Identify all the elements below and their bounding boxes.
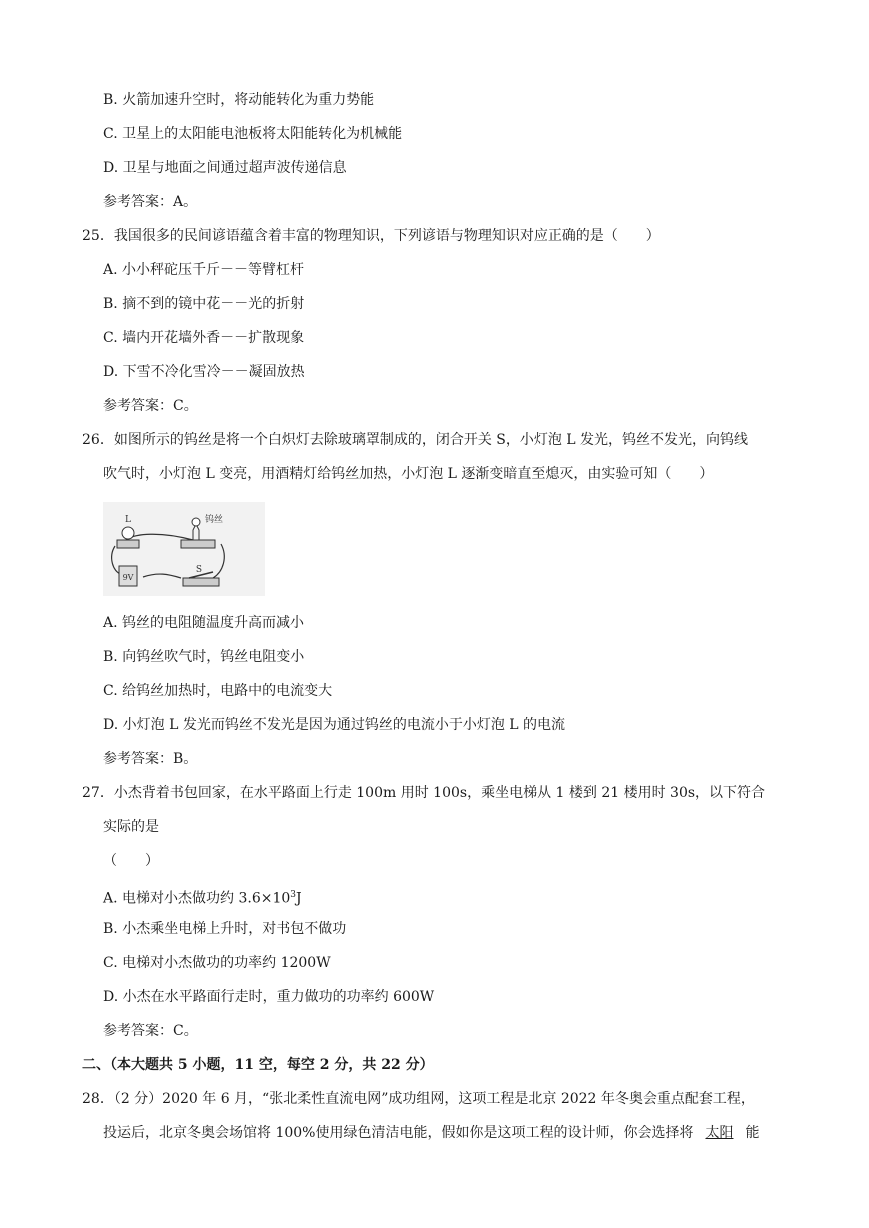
q26-answer: 参考答案：B。 xyxy=(103,751,198,767)
q24-answer: 参考答案：A。 xyxy=(103,194,198,210)
circuit-figure xyxy=(103,502,265,596)
q25-option-d: D. 下雪不冷化雪冷－－凝固放热 xyxy=(103,364,305,380)
q27-option-a-unit: J xyxy=(296,890,302,907)
q24-option-b: B. 火箭加速升空时，将动能转化为重力势能 xyxy=(103,92,375,108)
wire-base xyxy=(181,540,215,548)
lamp-base xyxy=(117,540,139,548)
q27-option-a xyxy=(103,885,302,909)
q27-option-b: B. 小杰乘坐电梯上升时，对书包不做功 xyxy=(103,921,347,937)
q24-option-c: C. 卫星上的太阳能电池板将太阳能转化为机械能 xyxy=(103,126,403,142)
wire-label: 钨丝 xyxy=(205,515,224,525)
q27-option-d: D. 小杰在水平路面行走时，重力做功的功率约 600W xyxy=(103,989,435,1005)
q25-option-b: B. 摘不到的镜中花－－光的折射 xyxy=(103,296,305,312)
q26-option-b: B. 向钨丝吹气时，钨丝电阻变小 xyxy=(103,649,305,665)
q27-stem-line1: 27．小杰背着书包回家，在水平路面上行走 100m 用时 100s，乘坐电梯从 1 楼到 21 楼用时 30s，以下符合 xyxy=(82,785,766,801)
lamp-bulb-icon xyxy=(122,527,134,539)
q25-option-c: C. 墙内开花墙外香－－扩散现象 xyxy=(103,330,305,346)
q26-stem-line2: 吹气时，小灯泡 L 变亮，用酒精灯给钨丝加热，小灯泡 L 逐渐变暗直至熄灭，由实验可知（ ） xyxy=(103,466,714,482)
q28-line1: 28．（2 分）2020 年 6 月，“张北柔性直流电网”成功组网，这项工程是北京 2022 年冬奥会重点配套工程， xyxy=(82,1091,755,1107)
q26-option-d: D. 小灯泡 L 发光而钨丝不发光是因为通过钨丝的电流小于小灯泡 L 的电流 xyxy=(103,717,566,733)
q28-line2-post: 能 xyxy=(745,1125,760,1141)
q27-option-a-text: A. 电梯对小杰做功约 3.6×10 xyxy=(103,890,291,907)
q28-answer-blank: 太阳 xyxy=(705,1125,734,1141)
q27-stem-line2: 实际的是 xyxy=(103,819,159,835)
battery-label: 9V xyxy=(122,573,134,582)
switch-base xyxy=(183,578,219,586)
q26-option-a: A. 钨丝的电阻随温度升高而减小 xyxy=(103,615,305,631)
q24-option-d: D. 卫星与地面之间通过超声波传递信息 xyxy=(103,160,347,176)
q28-line2 xyxy=(103,1123,759,1143)
q27-option-c: C. 电梯对小杰做功的功率约 1200W xyxy=(103,955,331,971)
q27-answer: 参考答案：C。 xyxy=(103,1023,198,1039)
q25-stem: 25．我国很多的民间谚语蕴含着丰富的物理知识，下列谚语与物理知识对应正确的是（ ） xyxy=(82,228,660,244)
switch-label: S xyxy=(195,565,203,575)
q26-option-c: C. 给钨丝加热时，电路中的电流变大 xyxy=(103,683,333,699)
q25-option-a: A. 小小秤砣压千斤－－等臂杠杆 xyxy=(103,262,305,278)
q28-line2-pre: 投运后，北京冬奥会场馆将 100%使用绿色清洁电能，假如你是这项工程的设计师，你会选择将 xyxy=(103,1125,694,1141)
q27-option-a-exp: 3 xyxy=(290,890,297,900)
lamp-label: L xyxy=(125,515,131,525)
q26-stem-line1: 26．如图所示的钨丝是将一个白炽灯去除玻璃罩制成的，闭合开关 S，小灯泡 L 发光，钨丝不发光，向钨线 xyxy=(82,432,749,448)
q27-paren: （ ） xyxy=(103,853,159,869)
section-heading: 二、（本大题共 5 小题，11 空，每空 2 分，共 22 分） xyxy=(82,1057,434,1073)
q25-answer: 参考答案：C。 xyxy=(103,398,198,414)
